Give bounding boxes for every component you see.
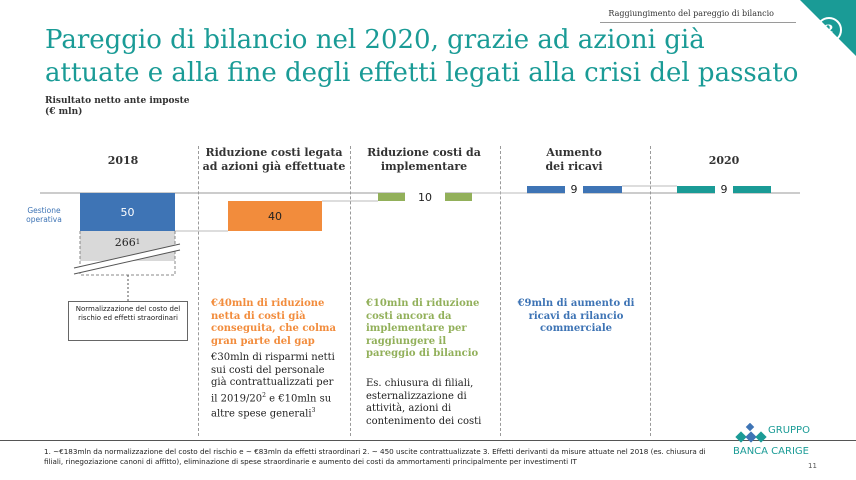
- footnote: 1. ~€183mln da normalizzazione del costo del rischio e ~ €83mln da effetti straordinari 2. ~ 450 uscite contrattualizzate 3. Effetti derivanti da misure attuate nel 2018 (es. chiusura di filiali, rinegoziazione canoni di affitto), eliminazione di spese straordinarie e aumento dei costi da ammortamenti principalmente per investimenti IT: [44, 447, 706, 466]
- normalization-callout: Normalizzazione del costo del rischio ed effetti straordinari: [68, 301, 188, 341]
- column-header-reduction-done: Riduzione costi legata ad azioni già effettuate: [202, 146, 346, 173]
- column-header-reduction-todo: Riduzione costi da implementare: [367, 146, 481, 173]
- page-title: Pareggio di bilancio nel 2020, grazie ad azioni già attuate e alla fine degli effetti legati alla crisi del passato: [45, 25, 799, 88]
- page-number: 11: [808, 462, 817, 470]
- normalization-superscript: 1: [135, 238, 141, 246]
- col4-highlight: €9mln di aumento di ricavi da rilancio commerciale: [517, 298, 635, 334]
- bar-label-reduction-done: 40: [268, 209, 282, 223]
- col2-detail-sup: 2: [262, 391, 266, 399]
- unit-line-1: Risultato netto ante imposte: [45, 96, 190, 106]
- column-header-revenue: Aumento dei ricavi: [545, 146, 603, 173]
- logo-line-1: GRUPPO: [768, 425, 810, 436]
- logo-line-2: BANCA CARIGE: [733, 446, 809, 457]
- unit-line-2: (€ mln): [45, 107, 83, 117]
- bar-label-normalization: [95, 232, 160, 252]
- normalization-value: 266: [114, 235, 136, 249]
- col2-detail: [211, 352, 341, 421]
- col2-highlight: €40mln di riduzione netta di costi già conseguita, che colma gran parte del gap: [211, 298, 336, 347]
- bar-label-revenue: 9: [565, 183, 583, 196]
- col2-detail2-sup: 3: [311, 407, 316, 415]
- column-header-2018: 2018: [107, 154, 139, 167]
- col2-detail-text2: e €10mln su altre spese generali: [211, 392, 332, 420]
- column-header-2020: 2020: [708, 154, 740, 167]
- bar-label-2020: 9: [715, 183, 733, 196]
- bar-label-2018: 50: [120, 205, 135, 219]
- col3-highlight: €10mln di riduzione costi ancora da implementare per raggiungere il pareggio di bilancio: [366, 298, 480, 359]
- col2-detail-text: €30mln di risparmi netti sui costi del personale già contrattualizzati per il 2019/20: [211, 352, 335, 404]
- section-label: Raggiungimento del pareggio di bilancio: [608, 9, 774, 18]
- bar-label-reduction-todo: 10: [405, 190, 445, 204]
- carige-logo-icon: [733, 423, 771, 447]
- col3-detail: Es. chiusura di filiali, esternalizzazione di attività, azioni di contenimento dei costi: [366, 378, 482, 427]
- footer-divider: [0, 440, 856, 441]
- label-gestione-operativa: Gestione operativa: [26, 206, 62, 224]
- section-badge: 2: [816, 17, 842, 43]
